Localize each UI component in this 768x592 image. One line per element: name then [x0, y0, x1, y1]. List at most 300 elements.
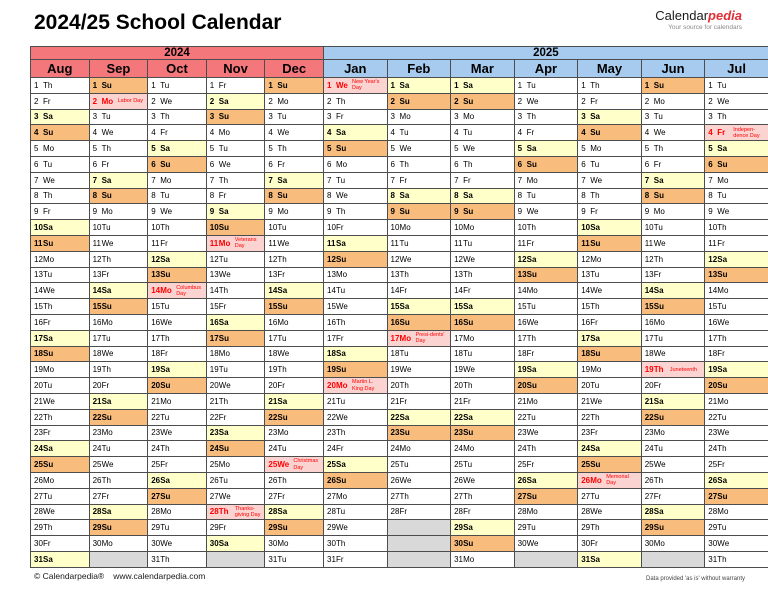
- day-cell-apr-8: [514, 188, 578, 204]
- day-cell-jul-9: [705, 204, 768, 220]
- day-number: 1: [708, 80, 713, 90]
- weekday-abbr: Fr: [101, 491, 110, 501]
- weekday-abbr: Fr: [717, 460, 725, 470]
- day-cell-dec-13: [265, 267, 324, 283]
- day-number: 28: [209, 507, 219, 517]
- day-cell-jan-28: [324, 504, 388, 520]
- weekday-abbr: Mo: [160, 286, 172, 296]
- day-cell-feb-14: [387, 283, 451, 299]
- day-cell-aug-15: [31, 299, 90, 315]
- weekday-abbr: Th: [463, 381, 473, 391]
- day-number: 30: [92, 539, 102, 548]
- day-number: 28: [92, 507, 102, 517]
- weekday-abbr: Tu: [101, 444, 111, 454]
- weekday-abbr: Tu: [218, 365, 228, 375]
- weekday-abbr: Tu: [160, 302, 170, 312]
- weekday-abbr: Fr: [43, 96, 51, 106]
- day-cell-nov-1: [206, 78, 265, 94]
- weekday-abbr: Mo: [717, 396, 729, 406]
- day-number: 25: [517, 460, 527, 470]
- weekday-abbr: Mo: [653, 428, 665, 438]
- holiday-label: Memorial Day: [606, 474, 629, 487]
- day-number: 19: [390, 365, 400, 375]
- day-cell-jul-29: [705, 520, 768, 536]
- weekday-abbr: Mo: [717, 286, 729, 296]
- day-cell-apr-14: [514, 283, 578, 299]
- weekday-abbr: Sa: [526, 475, 537, 485]
- day-number: 20: [151, 381, 161, 391]
- footer-disclaimer: Data provided 'as is' without warranty: [645, 576, 745, 582]
- day-number: 15: [454, 302, 463, 312]
- day-number: 16: [708, 317, 718, 327]
- day-number: 26: [390, 475, 400, 485]
- day-number: 19: [454, 365, 463, 375]
- holiday-label: Columbus Day: [176, 284, 201, 297]
- day-cell-jan-1: [324, 78, 388, 94]
- day-cell-aug-13: [31, 267, 90, 283]
- weekday-abbr: Tu: [101, 112, 111, 122]
- day-cell-dec-27: [265, 488, 324, 504]
- month-header-aug: Aug: [31, 60, 90, 78]
- weekday-abbr: Sa: [399, 191, 410, 201]
- day-number: 4: [454, 128, 459, 138]
- day-number: 5: [390, 144, 395, 154]
- day-number: 29: [268, 523, 278, 533]
- day-number: 6: [209, 159, 215, 169]
- weekday-abbr: Mo: [399, 444, 411, 454]
- day-cell-sep-26: [89, 472, 148, 488]
- weekday-abbr: We: [653, 238, 666, 248]
- weekday-abbr: Sa: [160, 365, 170, 375]
- day-cell-mar-21: [451, 393, 515, 409]
- day-number: 25: [268, 460, 278, 470]
- day-number: 17: [268, 333, 278, 343]
- day-cell-mar-5: [451, 141, 515, 157]
- weekday-abbr: Mo: [526, 396, 538, 406]
- weekday-abbr: Mo: [463, 444, 475, 454]
- weekday-abbr: Th: [277, 475, 287, 485]
- day-cell-aug-31: [31, 551, 90, 567]
- day-cell-feb-27: [387, 488, 451, 504]
- weekday-abbr: Tu: [218, 144, 228, 154]
- day-cell-aug-29: [31, 520, 90, 536]
- day-cell-may-30: [578, 536, 642, 552]
- day-number: 14: [92, 286, 102, 296]
- year-header-2024: 2024: [31, 47, 324, 60]
- weekday-abbr: Th: [218, 396, 229, 406]
- weekday-abbr: Su: [336, 254, 347, 264]
- weekday-abbr: Mo: [160, 396, 172, 406]
- day-number: 9: [390, 207, 395, 217]
- day-number: 18: [268, 349, 278, 359]
- day-cell-apr-20: [514, 378, 578, 394]
- day-cell-dec-22: [265, 409, 324, 425]
- day-number: 1: [268, 80, 273, 90]
- day-cell-dec-16: [265, 314, 324, 330]
- weekday-abbr: Mo: [590, 254, 602, 264]
- day-cell-jan-25: [324, 457, 388, 473]
- weekday-abbr: We: [336, 412, 348, 422]
- day-number: 6: [34, 159, 39, 169]
- day-cell-jun-19: [641, 362, 705, 378]
- weekday-abbr: Th: [160, 112, 170, 122]
- weekday-abbr: Su: [277, 302, 288, 312]
- day-number: 23: [209, 428, 219, 438]
- day-number: 8: [92, 191, 98, 201]
- day-number: 19: [92, 365, 102, 375]
- weekday-abbr: Su: [160, 381, 171, 391]
- day-cell-jul-28: [705, 504, 768, 520]
- weekday-abbr: Su: [277, 80, 288, 90]
- weekday-abbr: Su: [526, 159, 537, 169]
- weekday-abbr: Fr: [277, 381, 285, 391]
- day-cell-nov-27: [206, 488, 265, 504]
- weekday-abbr: Su: [101, 412, 112, 422]
- day-cell-dec-20: [265, 378, 324, 394]
- day-cell-may-23: [578, 425, 642, 441]
- day-number: 22: [34, 412, 43, 422]
- day-cell-mar-28: [451, 504, 515, 520]
- weekday-abbr: Tu: [717, 412, 727, 422]
- weekday-abbr: We: [160, 428, 173, 438]
- day-number: 14: [454, 286, 463, 296]
- day-number: 9: [708, 207, 713, 217]
- day-number: 2: [517, 96, 523, 106]
- weekday-abbr: We: [160, 317, 173, 327]
- day-number: 20: [454, 381, 463, 391]
- weekday-abbr: We: [399, 475, 412, 485]
- day-cell-may-27: [578, 488, 642, 504]
- day-cell-aug-20: [31, 378, 90, 394]
- day-number: 26: [92, 475, 102, 485]
- day-number: 15: [151, 302, 161, 312]
- day-cell-oct-19: [148, 362, 207, 378]
- day-cell-mar-29: [451, 520, 515, 536]
- day-cell-nov-24: [206, 441, 265, 457]
- day-cell-sep-5: [89, 141, 148, 157]
- day-cell-dec-24: [265, 441, 324, 457]
- weekday-abbr: Th: [399, 159, 409, 169]
- day-cell-nov-5: [206, 141, 265, 157]
- day-number: 5: [151, 144, 156, 154]
- day-cell-may-15: [578, 299, 642, 315]
- day-cell-nov-18: [206, 346, 265, 362]
- day-number: 27: [708, 491, 718, 501]
- weekday-abbr: Th: [43, 191, 53, 201]
- day-number: 21: [151, 396, 161, 406]
- day-cell-apr-24: [514, 441, 578, 457]
- day-cell-apr-22: [514, 409, 578, 425]
- day-cell-nov-3: [206, 109, 265, 125]
- weekday-abbr: Th: [526, 444, 536, 454]
- day-cell-may-4: [578, 125, 642, 141]
- weekday-abbr: We: [336, 191, 348, 201]
- day-cell-dec-21: [265, 393, 324, 409]
- weekday-abbr: Th: [160, 444, 170, 454]
- day-number: 13: [581, 270, 591, 280]
- weekday-abbr: We: [101, 460, 114, 470]
- day-number: 2: [454, 96, 459, 106]
- holiday-label: Indepen-dence Day: [733, 126, 760, 139]
- weekday-abbr: Fr: [101, 159, 110, 169]
- day-cell-may-8: [578, 188, 642, 204]
- weekday-abbr: Su: [336, 475, 347, 485]
- day-cell-apr-11: [514, 235, 578, 251]
- weekday-abbr: Sa: [590, 444, 600, 454]
- weekday-abbr: Th: [336, 539, 346, 548]
- weekday-abbr: Mo: [277, 539, 289, 548]
- day-cell-jan-30: [324, 536, 388, 552]
- weekday-abbr: Th: [463, 491, 473, 501]
- weekday-abbr: Tu: [653, 223, 663, 233]
- day-number: 11: [34, 238, 43, 248]
- weekday-abbr: Tu: [526, 80, 536, 90]
- day-number: 11: [454, 238, 463, 248]
- day-cell-aug-23: [31, 425, 90, 441]
- day-number: 10: [517, 223, 527, 233]
- day-number: 25: [581, 460, 591, 470]
- weekday-abbr: Fr: [653, 491, 662, 501]
- weekday-abbr: Fr: [218, 412, 227, 422]
- weekday-abbr: Fr: [336, 223, 344, 233]
- day-number: 3: [92, 112, 98, 122]
- weekday-abbr: We: [277, 460, 290, 470]
- day-number: 23: [581, 428, 591, 438]
- weekday-abbr: Su: [717, 270, 728, 280]
- day-cell-mar-8: [451, 188, 515, 204]
- day-number: 26: [327, 475, 336, 485]
- day-cell-jun-30: [641, 536, 705, 552]
- day-cell-aug-19: [31, 362, 90, 378]
- weekday-abbr: Fr: [277, 270, 285, 280]
- day-cell-dec-4: [265, 125, 324, 141]
- weekday-abbr: Fr: [218, 302, 227, 312]
- day-number: 13: [327, 270, 336, 280]
- day-cell-may-7: [578, 172, 642, 188]
- day-number: 5: [209, 144, 215, 154]
- day-cell-apr-1: [514, 78, 578, 94]
- day-cell-nov-30: [206, 536, 265, 552]
- weekday-abbr: Th: [43, 412, 53, 422]
- day-cell-apr-26: [514, 472, 578, 488]
- day-cell-mar-9: [451, 204, 515, 220]
- weekday-abbr: Su: [590, 128, 601, 138]
- day-number: 18: [454, 349, 463, 359]
- day-number: 4: [708, 128, 713, 138]
- day-number: 25: [34, 460, 43, 470]
- day-cell-jan-26: [324, 472, 388, 488]
- weekday-abbr: Tu: [160, 523, 170, 533]
- day-cell-aug-25: [31, 457, 90, 473]
- weekday-abbr: Th: [717, 112, 727, 122]
- day-cell-jun-1: [641, 78, 705, 94]
- day-number: 1: [390, 80, 395, 90]
- month-header-apr: Apr: [514, 60, 578, 78]
- day-number: 7: [581, 175, 586, 185]
- day-cell-mar-17: [451, 330, 515, 346]
- day-cell-may-25: [578, 457, 642, 473]
- day-number: 15: [708, 302, 718, 312]
- day-number: 24: [151, 444, 161, 454]
- day-cell-dec-26: [265, 472, 324, 488]
- day-cell-aug-12: [31, 251, 90, 267]
- day-number: 2: [268, 96, 273, 106]
- weekday-abbr: Tu: [590, 270, 600, 280]
- day-cell-apr-9: [514, 204, 578, 220]
- day-number: 24: [390, 444, 400, 454]
- day-number: 5: [268, 144, 273, 154]
- weekday-abbr: Mo: [277, 96, 289, 106]
- day-number: 30: [517, 539, 527, 548]
- day-number: 8: [581, 191, 586, 201]
- day-number: 8: [151, 191, 156, 201]
- day-number: 16: [92, 317, 102, 327]
- weekday-abbr: Tu: [653, 112, 663, 122]
- holiday-label: Presi-dents' Day: [415, 332, 445, 345]
- day-number: 24: [268, 444, 278, 454]
- day-number: 19: [517, 365, 527, 375]
- day-number: 7: [268, 175, 273, 185]
- weekday-abbr: Su: [717, 491, 728, 501]
- weekday-abbr: Mo: [717, 507, 729, 517]
- weekday-abbr: Tu: [43, 159, 53, 169]
- day-cell-jun-6: [641, 156, 705, 172]
- day-number: 29: [151, 523, 161, 533]
- day-cell-oct-28: [148, 504, 207, 520]
- day-cell-aug-27: [31, 488, 90, 504]
- day-number: 21: [517, 396, 527, 406]
- weekday-abbr: Th: [717, 444, 727, 454]
- weekday-abbr: Fr: [590, 317, 598, 327]
- day-number: 29: [92, 523, 102, 533]
- weekday-abbr: Fr: [43, 539, 51, 548]
- day-cell-jul-20: [705, 378, 768, 394]
- weekday-abbr: Tu: [160, 191, 170, 201]
- day-number: 14: [268, 286, 278, 296]
- weekday-abbr: Fr: [399, 507, 408, 517]
- day-cell-nov-15: [206, 299, 265, 315]
- day-number: 20: [34, 381, 43, 391]
- day-number: 11: [268, 238, 277, 248]
- day-cell-jun-16: [641, 314, 705, 330]
- day-cell-feb-20: [387, 378, 451, 394]
- day-cell-feb-28: [387, 504, 451, 520]
- day-number: 1: [644, 80, 650, 90]
- day-number: 1: [209, 80, 215, 90]
- day-cell-may-31: [578, 551, 642, 567]
- weekday-abbr: Tu: [590, 159, 600, 169]
- weekday-abbr: Su: [101, 523, 112, 533]
- day-number: 21: [581, 396, 591, 406]
- day-number: 7: [454, 175, 459, 185]
- day-cell-jul-6: [705, 156, 768, 172]
- day-number: 18: [209, 349, 219, 359]
- website-text: www.calendarpedia.com: [113, 571, 206, 581]
- day-cell-aug-16: [31, 314, 90, 330]
- weekday-abbr: We: [277, 349, 290, 359]
- weekday-abbr: Sa: [399, 302, 410, 312]
- weekday-abbr: Th: [463, 270, 473, 280]
- day-cell-dec-11: [265, 235, 324, 251]
- day-cell-nov-19: [206, 362, 265, 378]
- day-number: 13: [151, 270, 161, 280]
- page-title: 2024/25 School Calendar: [34, 11, 282, 34]
- weekday-abbr: Fr: [399, 286, 408, 296]
- day-cell-sep-21: [89, 393, 148, 409]
- weekday-abbr: Tu: [463, 460, 473, 470]
- day-number: 17: [327, 333, 336, 343]
- day-number: 4: [517, 128, 523, 138]
- day-number: 8: [708, 191, 713, 201]
- day-number: 7: [644, 175, 650, 185]
- day-number: 29: [708, 523, 718, 533]
- day-cell-mar-13: [451, 267, 515, 283]
- weekday-abbr: Mo: [653, 96, 665, 106]
- day-cell-jun-13: [641, 267, 705, 283]
- day-number: 14: [708, 286, 718, 296]
- day-number: 6: [390, 159, 395, 169]
- weekday-abbr: Th: [277, 365, 287, 375]
- day-number: 29: [454, 523, 463, 533]
- weekday-abbr: We: [463, 365, 475, 375]
- logo-brand-suffix: pedia: [708, 8, 742, 23]
- day-number: 20: [708, 381, 718, 391]
- day-number: 21: [92, 396, 102, 406]
- day-cell-oct-24: [148, 441, 207, 457]
- weekday-abbr: Tu: [526, 412, 536, 422]
- weekday-abbr: Mo: [101, 539, 113, 548]
- day-cell-nov-28: [206, 504, 265, 520]
- day-cell-jan-15: [324, 299, 388, 315]
- day-cell-may-2: [578, 93, 642, 109]
- holiday-label: New Year's Day: [352, 79, 380, 92]
- weekday-abbr: We: [590, 175, 603, 185]
- weekday-abbr: Fr: [160, 128, 168, 138]
- day-cell-jul-2: [705, 93, 768, 109]
- day-number: 27: [34, 491, 43, 501]
- day-cell-jun-7: [641, 172, 705, 188]
- day-cell-jul-7: [705, 172, 768, 188]
- weekday-abbr: Mo: [336, 381, 348, 391]
- weekday-abbr: Mo: [590, 365, 602, 375]
- weekday-abbr: Tu: [218, 254, 228, 264]
- weekday-abbr: Su: [653, 302, 664, 312]
- weekday-abbr: Mo: [526, 286, 538, 296]
- day-number: 25: [644, 460, 654, 470]
- day-cell-may-21: [578, 393, 642, 409]
- day-cell-apr-15: [514, 299, 578, 315]
- weekday-abbr: Su: [653, 191, 664, 201]
- weekday-abbr: Su: [43, 238, 54, 248]
- day-number: 14: [34, 286, 43, 296]
- day-number: 13: [209, 270, 219, 280]
- day-cell-aug-17: [31, 330, 90, 346]
- day-cell-may-19: [578, 362, 642, 378]
- month-header-dec: Dec: [265, 60, 324, 78]
- day-cell-aug-14: [31, 283, 90, 299]
- day-number: 28: [454, 507, 463, 517]
- weekday-abbr: Mo: [590, 144, 602, 154]
- day-cell-feb-17: [387, 330, 451, 346]
- day-number: 23: [390, 428, 400, 438]
- holiday-label: Thanks-giving Day: [234, 505, 261, 518]
- day-number: 19: [268, 365, 278, 375]
- weekday-abbr: Sa: [463, 191, 473, 201]
- day-number: 6: [92, 159, 98, 169]
- day-cell-jan-9: [324, 204, 388, 220]
- day-cell-feb-13: [387, 267, 451, 283]
- day-number: 21: [708, 396, 718, 406]
